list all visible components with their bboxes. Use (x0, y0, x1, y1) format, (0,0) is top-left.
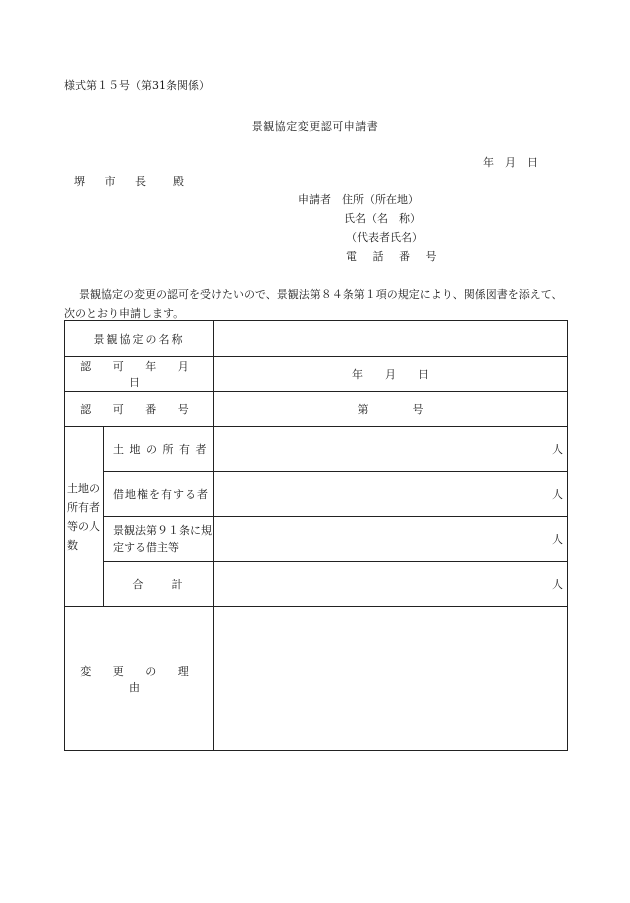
recipient: 堺 市 長 殿 (74, 175, 192, 188)
applicant-block (298, 194, 443, 270)
application-form-table (64, 320, 568, 751)
approval-date-field[interactable]: 年 月 日 (214, 357, 568, 392)
document-title: 景観協定変更認可申請書 (251, 120, 379, 133)
tenant-count-field[interactable]: 人 (214, 517, 568, 562)
leaseholder-count-field[interactable]: 人 (214, 472, 568, 517)
table-row (65, 392, 568, 427)
table-row (65, 321, 568, 357)
land-owner-count-field[interactable]: 人 (214, 427, 568, 472)
agreement-name-field[interactable] (214, 321, 568, 357)
owners-count-label: 土地の所有者等の人数 (65, 427, 104, 607)
tenant-label: 景観法第９１条に規定する借主等 (104, 517, 214, 562)
applicant-address-label: 申請者 住所（所在地） (298, 193, 419, 206)
applicant-representative-label: （代表者氏名） (346, 231, 423, 244)
table-row (65, 357, 568, 392)
table-row (65, 517, 568, 562)
change-reason-label: 変 更 の 理 由 (65, 607, 214, 751)
intro-text: 景観協定の変更の認可を受けたいので、景観法第８４条第１項の規定により、関係図書を添えて、次のとおり申請します。 (64, 288, 563, 320)
table-row (65, 472, 568, 517)
application-date: 年 月 日 (483, 156, 538, 169)
approval-number-field[interactable]: 第 号 (214, 392, 568, 427)
approval-date-label: 認 可 年 月 日 (65, 357, 214, 392)
table-row (65, 562, 568, 607)
leaseholder-label: 借地権を有する者 (104, 472, 214, 517)
change-reason-field[interactable] (214, 607, 568, 751)
table-row (65, 427, 568, 472)
agreement-name-label: 景観協定の名称 (65, 321, 214, 357)
approval-number-label: 認 可 番 号 (65, 392, 214, 427)
applicant-name-label: 氏名（名 称） (344, 212, 421, 225)
land-owner-label: 土 地 の 所 有 者 (104, 427, 214, 472)
table-row (65, 607, 568, 751)
form-number: 様式第１５号（第31条関係） (64, 79, 210, 92)
total-count-field[interactable]: 人 (214, 562, 568, 607)
applicant-phone-label: 電 話 番 号 (346, 250, 443, 263)
total-label: 合 計 (104, 562, 214, 607)
